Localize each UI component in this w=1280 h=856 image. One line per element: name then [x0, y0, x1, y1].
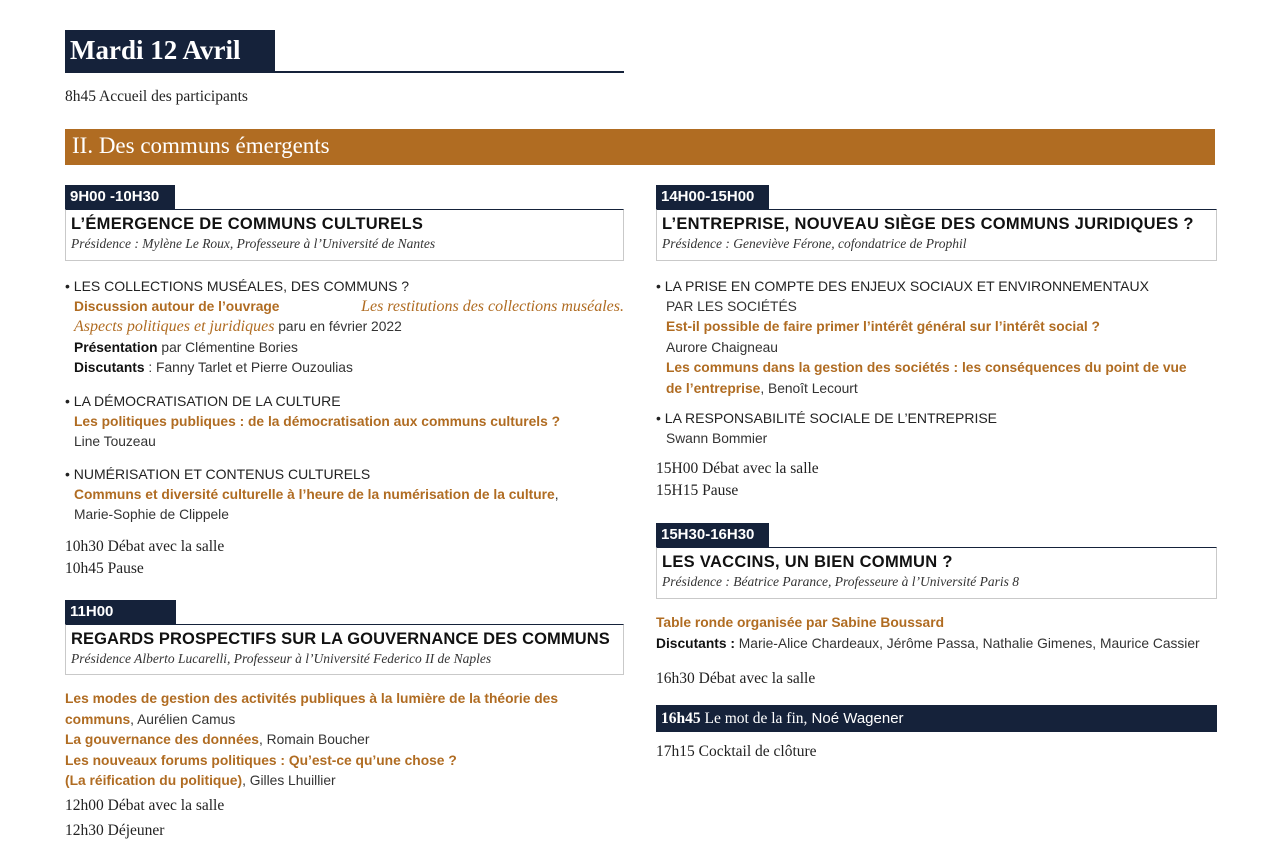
session4-discussants-label: Discutants :	[656, 635, 735, 651]
session4-chair: Présidence : Béatrice Parance, Professeure à l’Université Paris 8	[662, 574, 1020, 589]
session1-time: 9H00 -10H30	[65, 185, 175, 209]
session4-roundtable: Table ronde organisée par Sabine Boussard	[656, 615, 945, 630]
session1-title: L’ÉMERGENCE DE COMMUNS CULTURELS	[71, 215, 424, 233]
closing-bar	[656, 705, 1217, 732]
session2-chair: Présidence Alberto Lucarelli, Professeur à l’Université Federico II de Naples	[71, 651, 492, 666]
session1-item1	[65, 276, 624, 379]
session2-title: REGARDS PROSPECTIFS SUR LA GOUVERNANCE DES COMMUNS	[71, 630, 610, 648]
session3-item1-talk2-line2: de l’entreprise	[666, 380, 761, 396]
session2-talk2: La gouvernance des données	[65, 732, 259, 747]
session1-item1-discussion: Discussion autour de l’ouvrage	[74, 298, 280, 314]
session1-item1-presentation-value: par Clémentine Bories	[157, 339, 298, 355]
session1-item3-speaker: Marie-Sophie de Clippele	[74, 507, 229, 522]
session1-item2-speaker: Line Touzeau	[74, 434, 156, 449]
session1-item1-discussants-value: : Fanny Tarlet et Pierre Ouzoulias	[144, 360, 353, 375]
session1-debate: 10h30 Débat avec la salle	[65, 538, 225, 555]
day-title-rule	[65, 71, 624, 73]
closing-label: Le mot de la fin,	[700, 710, 808, 727]
session3-header-box	[656, 209, 1217, 261]
welcome-line: 8h45 Accueil des participants	[65, 88, 248, 105]
session4-discussants-value: Marie-Alice Chardeaux, Jérôme Passa, Nathalie Gimenes, Maurice Cassier	[734, 635, 1200, 651]
session1-item3-bullet: • NUMÉRISATION ET CONTENUS CULTURELS	[65, 466, 371, 482]
closing-cocktail: 17h15 Cocktail de clôture	[656, 743, 817, 760]
session3-item2	[656, 408, 1217, 449]
session2-talk1-line2: communs	[65, 711, 131, 727]
session2-header-box	[65, 624, 624, 675]
session4-title: LES VACCINS, UN BIEN COMMUN ?	[662, 553, 953, 571]
session1-item1-book-title-2: Aspects politiques et juridiques	[74, 318, 275, 335]
session1-item1-published: paru en février 2022	[274, 319, 402, 334]
session2-talk1-speaker: , Aurélien Camus	[130, 711, 236, 727]
session2-talk2-speaker: , Romain Boucher	[258, 732, 370, 747]
session1-item3	[65, 464, 624, 526]
session2-time: 11H00	[65, 600, 176, 624]
session1-item1-book-title-1: Les restitutions des collections muséales.	[361, 297, 624, 315]
session3-item1-speaker2: , Benoît Lecourt	[760, 380, 858, 396]
session3-item1-talk1: Est-il possible de faire primer l’intérêt général sur l’intérêt social ?	[666, 319, 1100, 334]
session3-item1-speaker1: Aurore Chaigneau	[666, 339, 778, 355]
session2-talk3-line2: (La réification du politique)	[65, 773, 243, 788]
session3-pause: 15H15 Pause	[656, 482, 739, 499]
session3-item1-talk2-line1: Les communs dans la gestion des sociétés : les conséquences du point de vue	[666, 360, 1187, 375]
session1-item1-discussants-label: Discutants	[74, 360, 145, 375]
session3-item2-bullet: • LA RESPONSABILITÉ SOCIALE DE L’ENTREPRISE	[656, 410, 998, 426]
session3-debate: 15H00 Débat avec la salle	[656, 460, 819, 477]
section-banner: II. Des communs émergents	[65, 129, 1215, 165]
session3-item1-bullet-line2: PAR LES SOCIÉTÉS	[666, 298, 797, 314]
session1-item2-bullet: • LA DÉMOCRATISATION DE LA CULTURE	[65, 393, 341, 409]
closing-time: 16h45	[661, 710, 701, 727]
session3-item1	[656, 276, 1217, 399]
session1-chair: Présidence : Mylène Le Roux, Professeure à l’Université de Nantes	[71, 236, 436, 251]
session1-item3-comma: ,	[554, 486, 559, 502]
session3-time: 14H00-15H00	[656, 185, 769, 209]
session3-item2-speaker: Swann Bommier	[666, 430, 768, 446]
session4-time: 15H30-16H30	[656, 523, 769, 547]
session3-title: L’ENTREPRISE, NOUVEAU SIÈGE DES COMMUNS JURIDIQUES ?	[662, 215, 1194, 233]
session1-item2-talk: Les politiques publiques : de la démocratisation aux communs culturels ?	[74, 413, 561, 429]
session3-item1-bullet-line1: • LA PRISE EN COMPTE DES ENJEUX SOCIAUX ET ENVIRONNEMENTAUX	[656, 278, 1149, 294]
session4-debate: 16h30 Débat avec la salle	[656, 670, 816, 687]
session2-lunch: 12h30 Déjeuner	[65, 822, 165, 839]
session4-header-box	[656, 547, 1217, 599]
session2-talk1-line1: Les modes de gestion des activités publiques à la lumière de la théorie des	[65, 691, 559, 706]
session1-item2	[65, 391, 624, 453]
session1-item1-presentation-label: Présentation	[74, 339, 158, 355]
session2-talk3-speaker: , Gilles Lhuillier	[242, 773, 336, 788]
session2-talks	[65, 689, 624, 792]
day-title: Mardi 12 Avril	[65, 30, 275, 71]
session1-item3-talk: Communs et diversité culturelle à l’heure de la numérisation de la culture	[74, 486, 555, 502]
closing-speaker: Noé Wagener	[807, 710, 904, 727]
session1-pause: 10h45 Pause	[65, 560, 144, 577]
session2-debate: 12h00 Débat avec la salle	[65, 797, 225, 814]
session3-chair: Présidence : Geneviève Férone, cofondatrice de Prophil	[662, 236, 967, 251]
session4-details	[656, 613, 1217, 654]
session1-item1-bullet: • LES COLLECTIONS MUSÉALES, DES COMMUNS ?	[65, 278, 410, 294]
session1-header-box	[65, 209, 624, 261]
session2-talk3-line1: Les nouveaux forums politiques : Qu’est-ce qu’une chose ?	[65, 752, 457, 768]
